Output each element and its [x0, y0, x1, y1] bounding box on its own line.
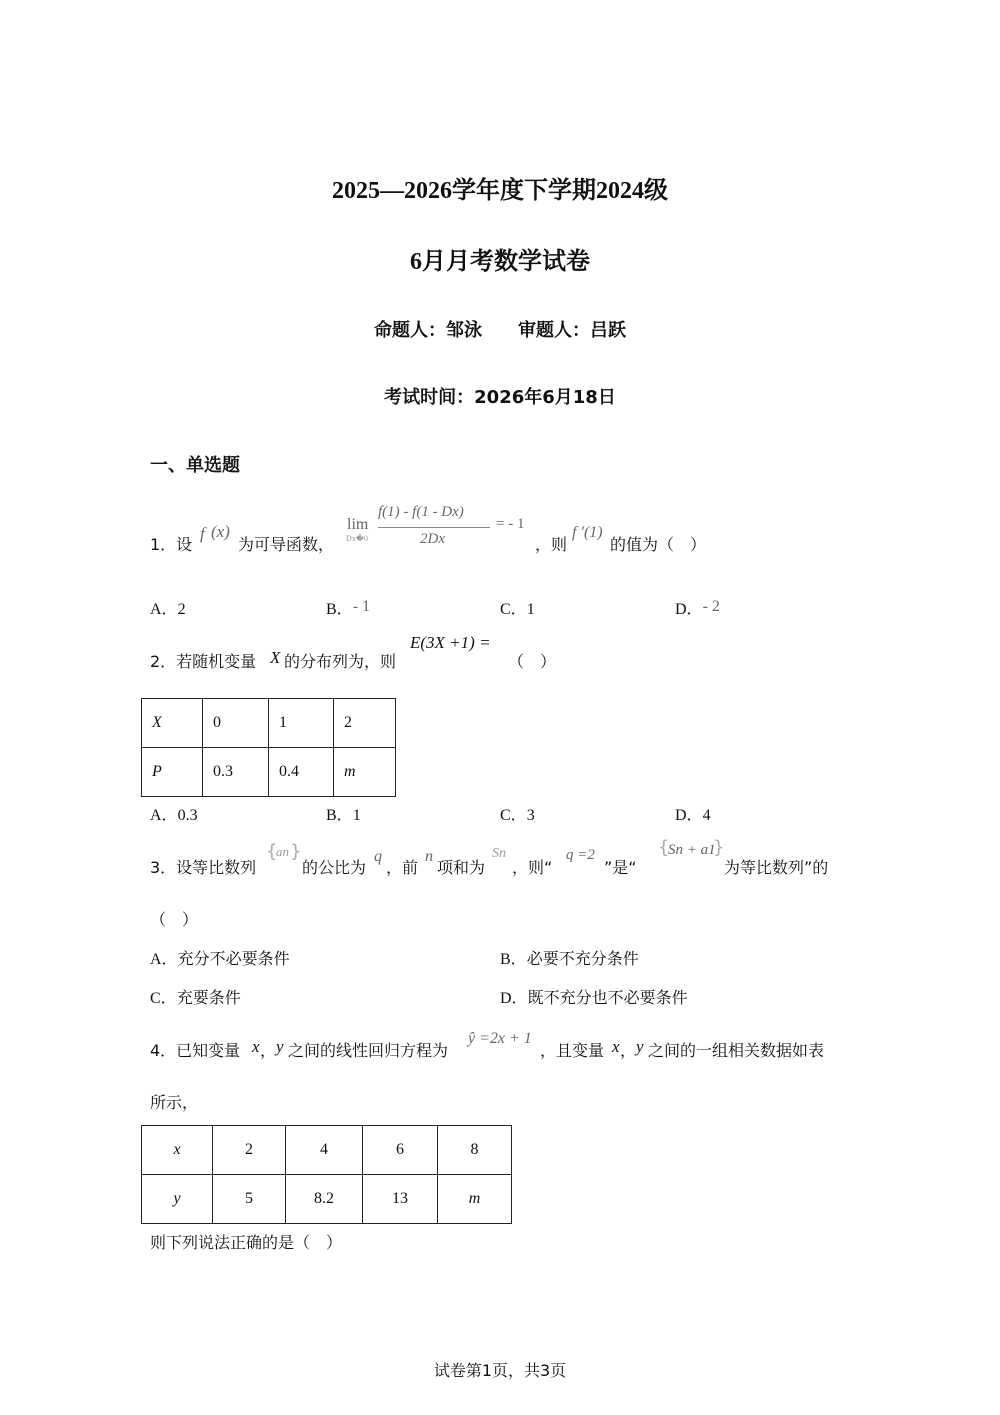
- q1-lim: lim: [347, 516, 369, 533]
- q4-data-table: [141, 1125, 512, 1224]
- q1-denominator: 2Dx: [420, 531, 445, 547]
- q2-prefix: 2．若随机变量: [150, 652, 257, 671]
- q3-seq-brace-right: }: [713, 837, 725, 858]
- q1-option-a[interactable]: [150, 596, 186, 619]
- option-label: B．: [326, 601, 353, 618]
- q1-equals: = - 1: [496, 516, 525, 532]
- q3-option-c[interactable]: [150, 985, 241, 1008]
- q2-text-a: 的分布列为，则: [284, 652, 397, 671]
- q4-y-2: y: [636, 1037, 644, 1056]
- q3-text-d: ，则“: [512, 858, 553, 877]
- table-cell: P: [142, 748, 203, 797]
- section-heading-single-choice: 一、单选题: [150, 455, 240, 476]
- option-value: 2: [177, 601, 186, 618]
- q4-comma: ，: [260, 1041, 277, 1060]
- option-value: 4: [702, 807, 711, 824]
- table-cell: 0.4: [269, 748, 334, 797]
- table-cell: 4: [286, 1126, 363, 1175]
- table-cell: m: [334, 748, 396, 797]
- q2-option-d[interactable]: [675, 802, 711, 825]
- exam-title-line1: 2025—2026学年度下学期2024级: [332, 178, 668, 204]
- table-cell: 2: [334, 699, 396, 748]
- table-cell: 2: [213, 1126, 286, 1175]
- q3-n: n: [425, 848, 433, 865]
- q3-prefix: 3．设等比数列: [150, 858, 257, 877]
- option-label: C．: [150, 990, 177, 1007]
- q4-text-b: ，且变量: [540, 1041, 605, 1060]
- q2-option-c[interactable]: [500, 802, 535, 825]
- option-label: D．: [675, 807, 703, 824]
- table-row: [142, 699, 396, 748]
- table-cell: X: [142, 699, 203, 748]
- q3-seq-brace-left: {: [658, 837, 670, 858]
- option-label: A．: [150, 807, 178, 824]
- table-cell: 5: [213, 1175, 286, 1224]
- option-label: C．: [500, 601, 527, 618]
- q1-fx-arg: (x): [211, 522, 230, 541]
- q2-expr: E(3X +1) =: [410, 633, 491, 652]
- q1-text-a: 为可导函数，: [238, 535, 335, 554]
- q3-option-a[interactable]: [150, 946, 290, 969]
- q1-option-d[interactable]: [675, 596, 720, 619]
- option-label: D．: [675, 601, 703, 618]
- table-row: [142, 1126, 512, 1175]
- option-value: 3: [526, 807, 535, 824]
- option-value: 充要条件: [176, 988, 241, 1007]
- q4-equation: ŷ =2x + 1: [468, 1030, 532, 1047]
- q2-text-b: （ ）: [508, 652, 557, 671]
- option-value: 1: [526, 601, 535, 618]
- option-label: B．: [326, 807, 353, 824]
- q3-text-c: 项和为: [437, 858, 486, 877]
- q1-option-c[interactable]: [500, 596, 535, 619]
- q1-option-b[interactable]: [326, 596, 370, 619]
- authors: 命题人：邹泳 审题人：吕跃: [374, 320, 626, 341]
- q3-an-brace-left: {: [266, 841, 278, 862]
- q3-an-brace-right: }: [290, 841, 302, 862]
- q3-q: q: [374, 848, 382, 865]
- q1-prefix: 1．设: [150, 535, 193, 554]
- option-label: C．: [500, 807, 527, 824]
- q1-fx: f: [200, 524, 205, 543]
- option-value: - 2: [702, 598, 720, 615]
- q3-cond: q =2: [566, 847, 595, 863]
- exam-time: 考试时间：2026年6月18日: [384, 387, 616, 408]
- option-value: 既不充分也不必要条件: [527, 988, 688, 1007]
- q4-after-table: 则下列说法正确的是（ ）: [150, 1233, 343, 1252]
- q4-comma-2: ，: [620, 1041, 637, 1060]
- q3-Sn: Sn: [492, 846, 506, 861]
- table-cell: 8.2: [286, 1175, 363, 1224]
- q3-text-e: ”是“: [604, 858, 637, 877]
- q4-x-2: x: [612, 1037, 620, 1056]
- q4-line2: 所示，: [150, 1093, 199, 1112]
- table-cell: 0.3: [203, 748, 269, 797]
- q3-paren: （ ）: [150, 910, 199, 929]
- table-row: [142, 748, 396, 797]
- q2-option-b[interactable]: [326, 802, 361, 825]
- q3-text-b: ，前: [386, 858, 419, 877]
- q3-option-b[interactable]: [500, 946, 639, 969]
- q4-text-c: 之间的一组相关数据如表: [648, 1041, 825, 1060]
- q2-var: X: [270, 648, 281, 667]
- q3-option-d[interactable]: [500, 985, 688, 1008]
- q4-text-a: 之间的线性回归方程为: [288, 1041, 449, 1060]
- q3-seq: Sn + a1: [668, 842, 716, 858]
- q2-option-a[interactable]: [150, 802, 198, 825]
- option-label: B．: [500, 951, 527, 968]
- option-label: A．: [150, 601, 178, 618]
- q1-lim-sub: Dx�0: [346, 534, 368, 543]
- q4-y: y: [276, 1037, 284, 1056]
- option-value: 0.3: [177, 807, 198, 824]
- q1-numerator: f(1) - f(1 - Dx): [378, 504, 464, 520]
- table-cell: 6: [363, 1126, 438, 1175]
- q3-an: an: [276, 844, 289, 859]
- exam-title-line2: 6月月考数学试卷: [410, 249, 590, 275]
- option-value: - 1: [352, 598, 371, 615]
- table-row: [142, 1175, 512, 1224]
- option-label: D．: [500, 990, 528, 1007]
- q4-x: x: [252, 1037, 260, 1056]
- table-cell: m: [438, 1175, 512, 1224]
- table-cell: 0: [203, 699, 269, 748]
- table-cell: x: [142, 1126, 213, 1175]
- q1-fraction-bar: [378, 527, 490, 528]
- q1-fprime: f ′(1): [572, 524, 603, 541]
- table-cell: 13: [363, 1175, 438, 1224]
- table-cell: 1: [269, 699, 334, 748]
- option-value: 充分不必要条件: [177, 949, 290, 968]
- q4-prefix: 4．已知变量: [150, 1041, 241, 1060]
- option-value: 1: [352, 807, 361, 824]
- table-cell: 8: [438, 1126, 512, 1175]
- q2-distribution-table: [141, 698, 396, 797]
- q1-text-b: ，则: [535, 535, 568, 554]
- option-value: 必要不充分条件: [526, 949, 639, 968]
- page-footer: 试卷第1页，共3页: [433, 1361, 567, 1380]
- q1-text-c: 的值为（ ）: [610, 535, 707, 554]
- q3-text-f: 为等比数列”的: [724, 858, 829, 877]
- table-cell: y: [142, 1175, 213, 1224]
- q3-text-a: 的公比为: [302, 858, 367, 877]
- option-label: A．: [150, 951, 178, 968]
